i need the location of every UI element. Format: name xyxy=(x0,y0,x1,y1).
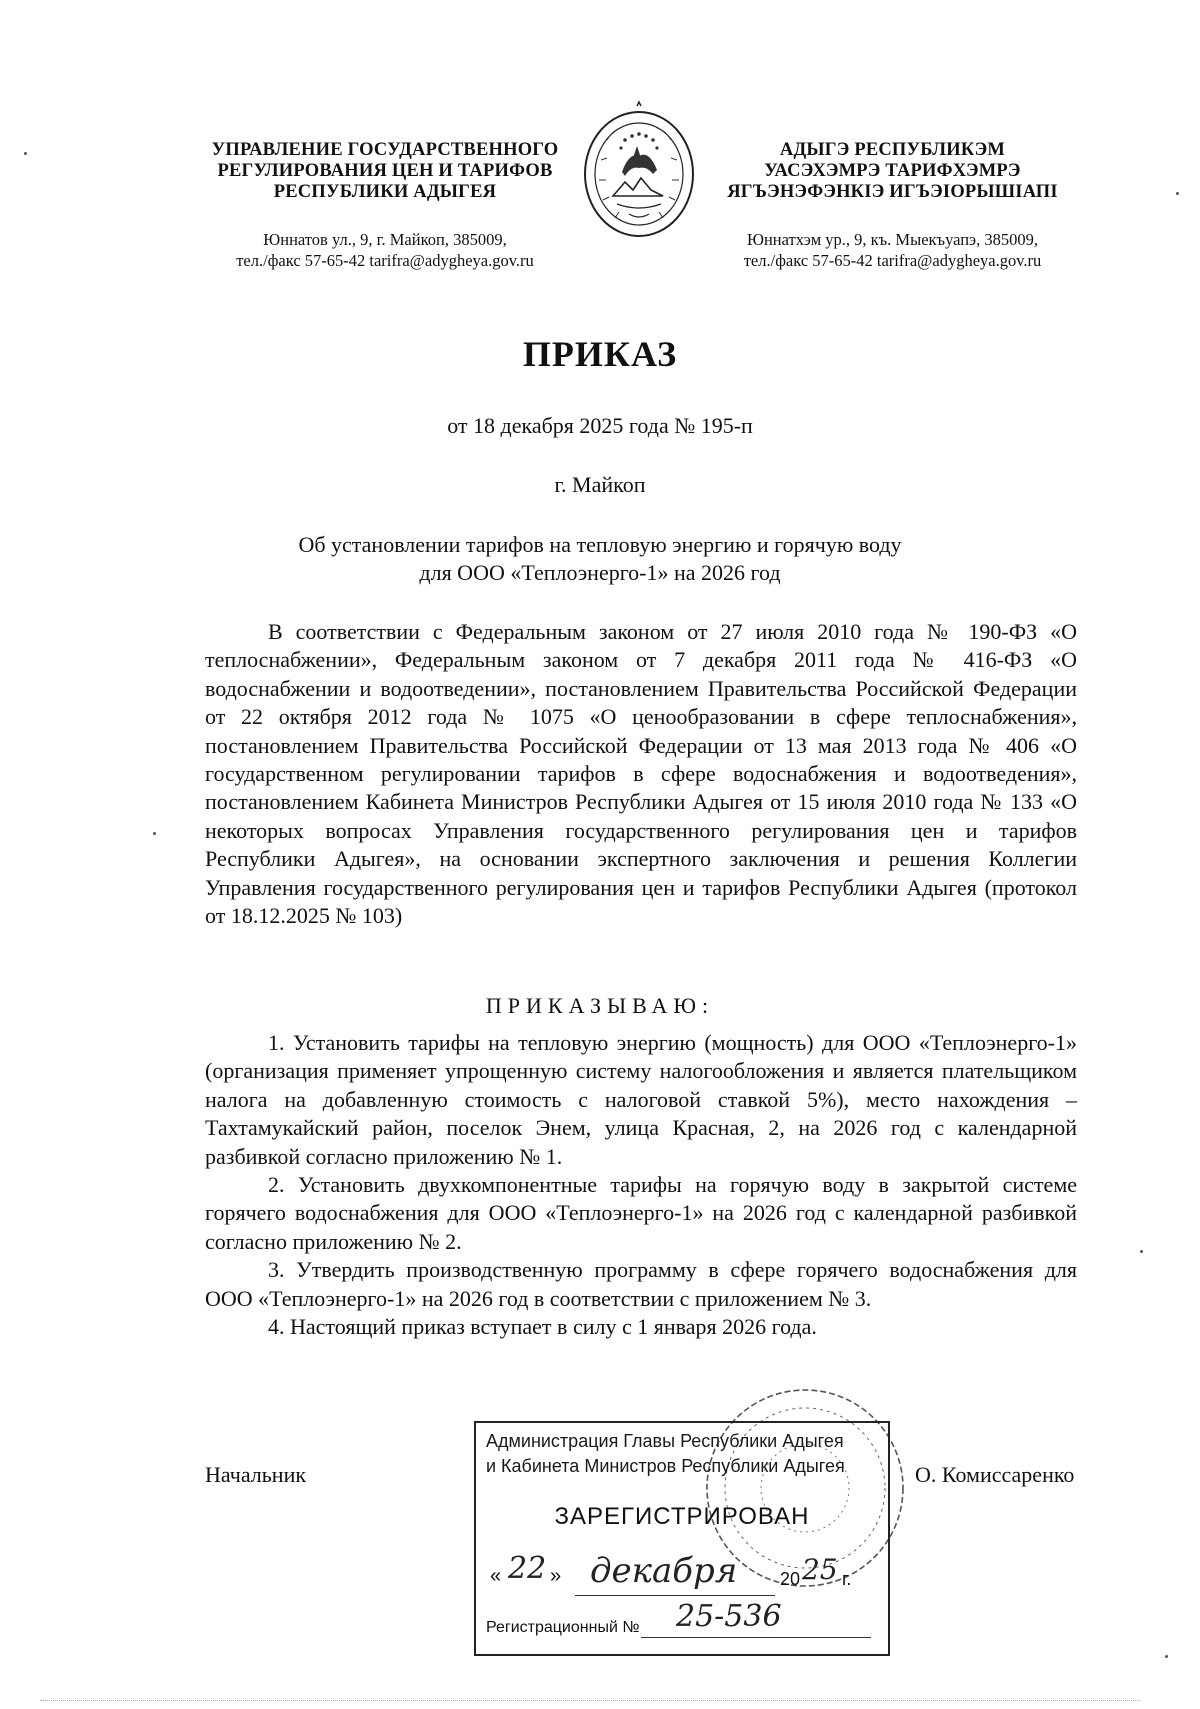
registration-stamp xyxy=(474,1421,890,1656)
stamp-year-handwritten: 25 xyxy=(802,1553,838,1586)
stamp-month-handwritten: декабря xyxy=(590,1551,738,1591)
signatory-name: О. Комиссаренко xyxy=(915,1462,1075,1487)
order-item-3: 3. Утвердить производственную программу в сфере горячего водоснабжения для ООО «Теплоэнерго-1» на 2026 год в соответствии с приложением № 3. xyxy=(205,1257,1077,1311)
org-name-line-3: РЕСПУБЛИКИ АДЫГЕЯ xyxy=(273,182,497,202)
stamp-day-handwritten: 22 xyxy=(508,1551,547,1586)
org-contact-adyghe: тел./факс 57-65-42 tarifra@adygheya.gov.ru xyxy=(743,251,1042,270)
org-address-adyghe: Юннатхэм ур., 9, къ. Мыекъуапэ, 385009, xyxy=(747,230,1038,249)
order-item-2: 2. Установить двухкомпонентные тарифы на горячую воду в закрытой системе горячего водоснабжения для ООО «Теплоэнерго-1» на 2026 год с календарной разбивкой согласно приложению № 2. xyxy=(205,1172,1077,1254)
stamp-registered-title: ЗАРЕГИСТРИРОВАН xyxy=(554,1503,810,1530)
document-subject-line-1: Об установлении тарифов на тепловую энергию и горячую воду xyxy=(298,532,902,557)
order-heading: ПРИКАЗЫВАЮ: xyxy=(485,993,715,1018)
signatory-position: Начальник xyxy=(205,1462,307,1487)
stamp-reg-label: Регистрационный № xyxy=(486,1619,640,1636)
stamp-day-open-quote: « xyxy=(490,1565,502,1587)
order-item-1: 1. Установить тарифы на тепловую энергию (мощность) для ООО «Теплоэнерго-1» (организация применяет упрощенную систему налогообложения и является плательщиком налога на добавленную стоимость с налоговой ставкой 5%), место нахождения – Тахтамукайский район, поселок Энем, улица Красная, 2, на 2026 год с календарной разбивкой согласно приложению № 1. xyxy=(205,1030,1077,1169)
org-name-adyghe-line-3: ЯГЪЭНЭФЭНКIЭ ИГЪЭIОРЫШIАПI xyxy=(727,182,1058,202)
stamp-authority-line-1: Администрация Главы Республики Адыгея xyxy=(486,1431,844,1451)
stamp-reg-number-handwritten: 25-536 xyxy=(676,1599,782,1634)
stamp-year-prefix: 20 xyxy=(780,1569,801,1589)
stamp-authority-line-2: и Кабинета Министров Республики Адыгея xyxy=(486,1456,845,1476)
order-items xyxy=(205,1029,1077,1341)
stamp-day-close-quote: » xyxy=(550,1565,562,1587)
org-name-line-2: РЕГУЛИРОВАНИЯ ЦЕН И ТАРИФОВ xyxy=(217,161,553,181)
document-date-number: от 18 декабря 2025 года № 195-п xyxy=(447,413,753,438)
document-title: ПРИКАЗ xyxy=(522,334,678,374)
preamble-paragraph: В соответствии с Федеральным законом от 27 июля 2010 года № 190-ФЗ «О теплоснабжении», Федеральным законом от 7 декабря 2011 года № 416-ФЗ «О водоснабжении и водоотведении», постановлением Правительства Российской Федерации от 22 октября 2012 года № 1075 «О ценообразовании в сфере теплоснабжения», постановлением Правительства Российской Федерации от 13 мая 2013 года № 406 «О государственном регулировании тарифов в сфере водоснабжения и водоотведения», постановлением Кабинета Министров Республики Адыгея от 15 июля 2010 года № 133 «О некоторых вопросах Управления государственного регулирования цен и тарифов Республики Адыгея», на основании экспертного заключения и решения Коллегии Управления государственного регулирования цен и тарифов Республики Адыгея (протокол от 18.12.2025 № 103) xyxy=(205,619,1077,929)
org-address: Юннатов ул., 9, г. Майкоп, 385009, xyxy=(263,230,507,249)
preamble xyxy=(205,618,1077,930)
org-contact: тел./факс 57-65-42 tarifra@adygheya.gov.ru xyxy=(236,251,534,270)
org-name-adyghe-line-1: АДЫГЭ РЕСПУБЛИКЭМ xyxy=(779,140,1006,160)
header-right-org xyxy=(700,140,1085,271)
order-item-4: 4. Настоящий приказ вступает в силу с 1 января 2026 года. xyxy=(268,1314,817,1340)
document-subject-line-2: для ООО «Теплоэнерго-1» на 2026 год xyxy=(419,560,781,585)
header-left-org xyxy=(190,140,580,271)
document-city: г. Майкоп xyxy=(554,472,646,497)
stamp-year-unit: г. xyxy=(842,1569,852,1589)
stamp-registration-date xyxy=(490,1551,870,1599)
org-name-adyghe-line-2: УАСЭХЭМРЭ ТАРИФХЭМРЭ xyxy=(764,161,1021,181)
coat-of-arms-icon xyxy=(577,100,701,240)
org-name-line-1: УПРАВЛЕНИЕ ГОСУДАРСТВЕННОГО xyxy=(211,140,559,160)
